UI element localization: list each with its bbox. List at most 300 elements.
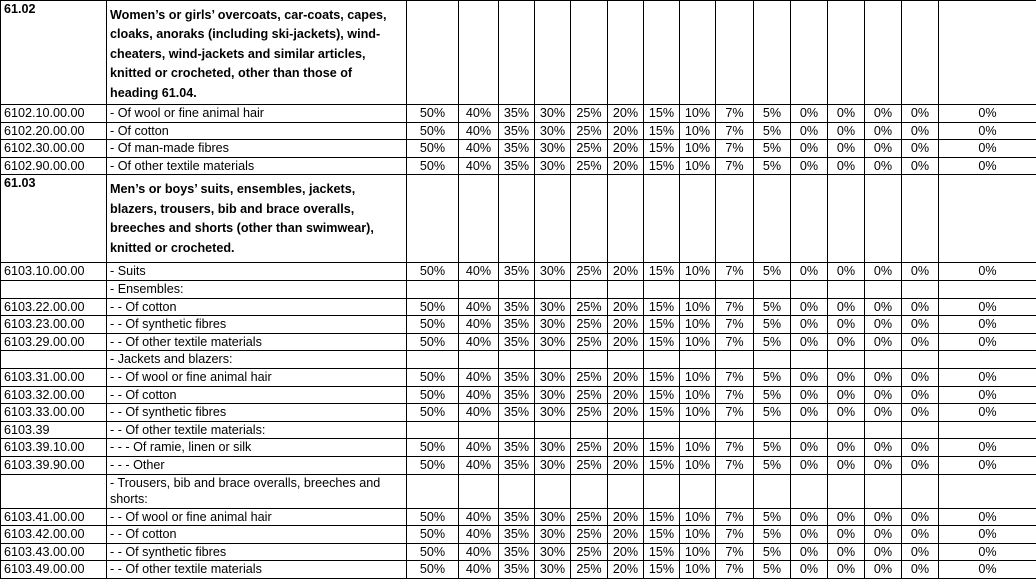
rate-cell — [865, 280, 902, 298]
rate-cell: 0% — [865, 157, 902, 175]
rate-cell — [939, 175, 1036, 263]
rate-cell: 0% — [939, 316, 1036, 334]
rate-cell: 10% — [680, 456, 716, 474]
rate-cell: 35% — [499, 526, 535, 544]
rate-cell: 7% — [716, 543, 754, 561]
rate-cell: 40% — [459, 140, 499, 158]
rate-cell: 0% — [865, 543, 902, 561]
rate-cell: 20% — [608, 263, 644, 281]
rate-cell: 5% — [754, 456, 791, 474]
description-cell: Women’s or girls’ overcoats, car-coats, capes, cloaks, anoraks (including ski-jackets), wind-cheaters, wind-jackets and similar articles, knitted or crocheted, other than those of heading 61.04. — [107, 1, 407, 105]
rate-cell: 30% — [535, 157, 571, 175]
rate-cell: 25% — [571, 122, 608, 140]
rate-cell: 15% — [644, 157, 680, 175]
rate-cell: 0% — [828, 526, 865, 544]
table-row — [1, 386, 1036, 404]
rate-cell: 0% — [939, 526, 1036, 544]
rate-cell: 40% — [459, 543, 499, 561]
rate-cell: 0% — [828, 368, 865, 386]
rate-cell: 50% — [407, 456, 459, 474]
rate-cell: 7% — [716, 561, 754, 579]
rate-cell: 50% — [407, 333, 459, 351]
rate-cell: 0% — [791, 543, 828, 561]
rate-cell: 50% — [407, 298, 459, 316]
rate-cell: 7% — [716, 122, 754, 140]
rate-cell: 7% — [716, 456, 754, 474]
rate-cell: 0% — [865, 404, 902, 422]
rate-cell: 30% — [535, 386, 571, 404]
rate-cell: 0% — [828, 333, 865, 351]
rate-cell: 15% — [644, 298, 680, 316]
tariff-code-cell: 6103.39 — [1, 421, 107, 439]
rate-cell: 0% — [865, 526, 902, 544]
tariff-code-cell: 6103.49.00.00 — [1, 561, 107, 579]
rate-cell: 35% — [499, 105, 535, 123]
rate-cell: 0% — [865, 122, 902, 140]
rate-cell: 10% — [680, 298, 716, 316]
rate-cell — [499, 474, 535, 508]
rate-cell: 40% — [459, 368, 499, 386]
table-row — [1, 157, 1036, 175]
rate-cell: 0% — [865, 508, 902, 526]
rate-cell — [939, 1, 1036, 105]
rate-cell: 35% — [499, 543, 535, 561]
rate-cell: 20% — [608, 386, 644, 404]
description-cell: - Suits — [107, 263, 407, 281]
tariff-code-cell: 6102.20.00.00 — [1, 122, 107, 140]
description-cell: - Of cotton — [107, 122, 407, 140]
rate-cell — [407, 1, 459, 105]
rate-cell — [571, 351, 608, 369]
rate-cell: 0% — [828, 263, 865, 281]
rate-cell: 0% — [791, 298, 828, 316]
rate-cell — [644, 421, 680, 439]
rate-cell: 30% — [535, 316, 571, 334]
rate-cell — [680, 175, 716, 263]
rate-cell: 10% — [680, 561, 716, 579]
rate-cell: 0% — [828, 561, 865, 579]
rate-cell: 0% — [828, 105, 865, 123]
tariff-code-cell: 6103.39.90.00 — [1, 456, 107, 474]
rate-cell: 40% — [459, 526, 499, 544]
table-row — [1, 474, 1036, 508]
rate-cell: 50% — [407, 140, 459, 158]
rate-cell: 0% — [939, 157, 1036, 175]
rate-cell: 0% — [902, 105, 939, 123]
tariff-code-cell: 6103.29.00.00 — [1, 333, 107, 351]
rate-cell: 35% — [499, 263, 535, 281]
rate-cell — [608, 421, 644, 439]
rate-cell: 0% — [902, 157, 939, 175]
rate-cell: 20% — [608, 298, 644, 316]
rate-cell: 5% — [754, 157, 791, 175]
rate-cell — [535, 421, 571, 439]
rate-cell: 0% — [939, 105, 1036, 123]
rate-cell: 50% — [407, 404, 459, 422]
rate-cell: 35% — [499, 122, 535, 140]
rate-cell: 0% — [828, 140, 865, 158]
rate-cell: 0% — [865, 368, 902, 386]
rate-cell: 0% — [791, 526, 828, 544]
rate-cell: 0% — [791, 105, 828, 123]
tariff-code-cell: 6103.23.00.00 — [1, 316, 107, 334]
rate-cell: 25% — [571, 368, 608, 386]
rate-cell: 0% — [902, 526, 939, 544]
rate-cell — [939, 351, 1036, 369]
rate-cell — [459, 351, 499, 369]
heading-row — [1, 1, 1036, 105]
rate-cell: 35% — [499, 298, 535, 316]
rate-cell: 5% — [754, 404, 791, 422]
rate-cell: 5% — [754, 316, 791, 334]
rate-cell — [791, 280, 828, 298]
rate-cell: 50% — [407, 561, 459, 579]
rate-cell — [754, 1, 791, 105]
table-row — [1, 351, 1036, 369]
rate-cell: 40% — [459, 105, 499, 123]
rate-cell: 7% — [716, 386, 754, 404]
rate-cell: 0% — [828, 439, 865, 457]
tariff-code-cell: 6102.90.00.00 — [1, 157, 107, 175]
rate-cell: 15% — [644, 105, 680, 123]
rate-cell: 0% — [902, 386, 939, 404]
rate-cell: 0% — [902, 122, 939, 140]
rate-cell — [571, 175, 608, 263]
rate-cell: 30% — [535, 439, 571, 457]
rate-cell: 40% — [459, 456, 499, 474]
rate-cell — [499, 175, 535, 263]
rate-cell: 30% — [535, 456, 571, 474]
rate-cell — [608, 280, 644, 298]
rate-cell — [499, 280, 535, 298]
rate-cell — [902, 351, 939, 369]
rate-cell: 0% — [902, 316, 939, 334]
rate-cell — [644, 1, 680, 105]
description-cell: Men’s or boys’ suits, ensembles, jackets, blazers, trousers, bib and brace overalls, breeches and shorts (other than swimwear), knitted or crocheted. — [107, 175, 407, 263]
rate-cell — [407, 280, 459, 298]
rate-cell: 0% — [902, 333, 939, 351]
rate-cell: 0% — [865, 316, 902, 334]
rate-cell — [939, 474, 1036, 508]
rate-cell — [791, 421, 828, 439]
rate-cell: 0% — [791, 439, 828, 457]
rate-cell: 35% — [499, 404, 535, 422]
rate-cell — [608, 474, 644, 508]
rate-cell: 25% — [571, 140, 608, 158]
rate-cell: 30% — [535, 508, 571, 526]
description-cell: - - Of other textile materials: — [107, 421, 407, 439]
rate-cell: 40% — [459, 316, 499, 334]
rate-cell: 7% — [716, 368, 754, 386]
description-cell: - - Of wool or fine animal hair — [107, 368, 407, 386]
rate-cell: 7% — [716, 105, 754, 123]
rate-cell: 30% — [535, 105, 571, 123]
rate-cell: 30% — [535, 122, 571, 140]
rate-cell: 15% — [644, 263, 680, 281]
rate-cell: 30% — [535, 543, 571, 561]
rate-cell: 5% — [754, 140, 791, 158]
table-row — [1, 368, 1036, 386]
rate-cell: 10% — [680, 140, 716, 158]
rate-cell: 0% — [939, 386, 1036, 404]
rate-cell — [865, 1, 902, 105]
rate-cell: 0% — [902, 404, 939, 422]
table-row — [1, 333, 1036, 351]
rate-cell — [828, 474, 865, 508]
rate-cell — [499, 351, 535, 369]
description-cell: - Of man-made fibres — [107, 140, 407, 158]
rate-cell: 30% — [535, 140, 571, 158]
tariff-code-cell: 6103.10.00.00 — [1, 263, 107, 281]
rate-cell: 20% — [608, 456, 644, 474]
rate-cell: 50% — [407, 105, 459, 123]
rate-cell: 0% — [828, 404, 865, 422]
rate-cell: 0% — [939, 122, 1036, 140]
rate-cell: 20% — [608, 508, 644, 526]
rate-cell: 50% — [407, 526, 459, 544]
rate-cell: 50% — [407, 316, 459, 334]
rate-cell: 0% — [828, 298, 865, 316]
rate-cell: 40% — [459, 122, 499, 140]
rate-cell: 0% — [791, 368, 828, 386]
rate-cell: 20% — [608, 368, 644, 386]
rate-cell: 5% — [754, 508, 791, 526]
rate-cell — [407, 351, 459, 369]
rate-cell: 15% — [644, 456, 680, 474]
rate-cell: 0% — [939, 456, 1036, 474]
rate-cell — [535, 175, 571, 263]
table-row — [1, 561, 1036, 579]
rate-cell: 0% — [865, 386, 902, 404]
description-cell: - - Of other textile materials — [107, 333, 407, 351]
rate-cell: 5% — [754, 561, 791, 579]
rate-cell — [716, 474, 754, 508]
tariff-code-cell: 6103.31.00.00 — [1, 368, 107, 386]
rate-cell — [865, 175, 902, 263]
rate-cell: 25% — [571, 157, 608, 175]
description-cell: - - Of other textile materials — [107, 561, 407, 579]
rate-cell: 0% — [828, 508, 865, 526]
rate-cell: 35% — [499, 456, 535, 474]
description-cell: - Of wool or fine animal hair — [107, 105, 407, 123]
rate-cell: 50% — [407, 543, 459, 561]
rate-cell — [828, 280, 865, 298]
rate-cell: 0% — [791, 122, 828, 140]
table-row — [1, 298, 1036, 316]
tariff-code-cell: 6103.22.00.00 — [1, 298, 107, 316]
rate-cell: 0% — [865, 298, 902, 316]
rate-cell: 5% — [754, 526, 791, 544]
rate-cell — [535, 280, 571, 298]
rate-cell: 5% — [754, 122, 791, 140]
rate-cell: 5% — [754, 368, 791, 386]
rate-cell: 35% — [499, 333, 535, 351]
rate-cell — [608, 1, 644, 105]
description-cell: - - Of cotton — [107, 298, 407, 316]
rate-cell: 25% — [571, 316, 608, 334]
rate-cell: 30% — [535, 404, 571, 422]
rate-cell: 0% — [791, 508, 828, 526]
rate-cell: 35% — [499, 439, 535, 457]
rate-cell: 0% — [791, 316, 828, 334]
rate-cell: 25% — [571, 439, 608, 457]
rate-cell — [680, 1, 716, 105]
rate-cell — [608, 351, 644, 369]
rate-cell — [459, 1, 499, 105]
tariff-code-cell — [1, 280, 107, 298]
rate-cell — [828, 175, 865, 263]
rate-cell: 0% — [939, 439, 1036, 457]
rate-cell: 0% — [939, 368, 1036, 386]
rate-cell: 25% — [571, 508, 608, 526]
rate-cell: 25% — [571, 526, 608, 544]
table-row — [1, 456, 1036, 474]
rate-cell: 0% — [902, 561, 939, 579]
rate-cell: 0% — [865, 333, 902, 351]
rate-cell: 40% — [459, 157, 499, 175]
rate-cell — [644, 474, 680, 508]
rate-cell: 7% — [716, 508, 754, 526]
rate-cell: 0% — [828, 543, 865, 561]
rate-cell: 30% — [535, 263, 571, 281]
rate-cell — [754, 175, 791, 263]
rate-cell — [459, 474, 499, 508]
rate-cell: 10% — [680, 543, 716, 561]
rate-cell: 0% — [939, 263, 1036, 281]
rate-cell — [459, 175, 499, 263]
rate-cell — [902, 474, 939, 508]
rate-cell: 50% — [407, 439, 459, 457]
rate-cell — [791, 175, 828, 263]
rate-cell: 10% — [680, 368, 716, 386]
rate-cell: 0% — [865, 263, 902, 281]
rate-cell: 10% — [680, 263, 716, 281]
rate-cell: 5% — [754, 333, 791, 351]
description-cell: - Trousers, bib and brace overalls, breeches and shorts: — [107, 474, 407, 508]
rate-cell — [902, 421, 939, 439]
rate-cell: 15% — [644, 561, 680, 579]
rate-cell — [535, 351, 571, 369]
tariff-code-cell: 6103.39.10.00 — [1, 439, 107, 457]
rate-cell: 5% — [754, 386, 791, 404]
rate-cell: 15% — [644, 333, 680, 351]
rate-cell: 20% — [608, 140, 644, 158]
rate-cell: 10% — [680, 508, 716, 526]
rate-cell — [680, 280, 716, 298]
rate-cell: 25% — [571, 543, 608, 561]
rate-cell: 15% — [644, 526, 680, 544]
description-cell: - - - Of ramie, linen or silk — [107, 439, 407, 457]
rate-cell: 0% — [865, 561, 902, 579]
rate-cell: 15% — [644, 404, 680, 422]
tariff-code-cell: 6103.41.00.00 — [1, 508, 107, 526]
rate-cell — [902, 280, 939, 298]
table-row — [1, 439, 1036, 457]
rate-cell: 0% — [902, 439, 939, 457]
rate-cell: 0% — [939, 508, 1036, 526]
rate-cell: 25% — [571, 105, 608, 123]
table-row — [1, 316, 1036, 334]
description-cell: - Jackets and blazers: — [107, 351, 407, 369]
rate-cell: 20% — [608, 122, 644, 140]
rate-cell: 15% — [644, 439, 680, 457]
rate-cell: 40% — [459, 439, 499, 457]
table-row — [1, 508, 1036, 526]
tariff-code-cell: 6103.43.00.00 — [1, 543, 107, 561]
rate-cell — [939, 421, 1036, 439]
rate-cell — [754, 421, 791, 439]
rate-cell: 35% — [499, 157, 535, 175]
rate-cell: 0% — [791, 263, 828, 281]
rate-cell: 7% — [716, 140, 754, 158]
rate-cell: 40% — [459, 561, 499, 579]
rate-cell — [608, 175, 644, 263]
rate-cell: 0% — [791, 561, 828, 579]
rate-cell: 0% — [828, 157, 865, 175]
rate-cell: 25% — [571, 561, 608, 579]
rate-cell: 0% — [902, 368, 939, 386]
rate-cell — [680, 351, 716, 369]
tariff-code-cell: 6102.10.00.00 — [1, 105, 107, 123]
rate-cell: 0% — [865, 105, 902, 123]
rate-cell: 7% — [716, 333, 754, 351]
rate-cell: 50% — [407, 386, 459, 404]
rate-cell: 0% — [939, 404, 1036, 422]
rate-cell — [644, 175, 680, 263]
rate-cell — [459, 280, 499, 298]
rate-cell — [716, 351, 754, 369]
rate-cell: 7% — [716, 263, 754, 281]
rate-cell: 0% — [939, 140, 1036, 158]
rate-cell: 20% — [608, 157, 644, 175]
rate-cell: 35% — [499, 140, 535, 158]
rate-cell: 40% — [459, 508, 499, 526]
rate-cell — [716, 175, 754, 263]
rate-cell: 0% — [902, 543, 939, 561]
rate-cell: 10% — [680, 386, 716, 404]
rate-cell — [828, 421, 865, 439]
rate-cell: 20% — [608, 333, 644, 351]
rate-cell: 0% — [902, 508, 939, 526]
rate-cell — [407, 175, 459, 263]
rate-cell: 0% — [902, 298, 939, 316]
rate-cell: 0% — [791, 157, 828, 175]
rate-cell: 30% — [535, 333, 571, 351]
rate-cell — [535, 474, 571, 508]
rate-cell — [828, 1, 865, 105]
rate-cell — [865, 421, 902, 439]
rate-cell: 10% — [680, 122, 716, 140]
rate-cell — [644, 280, 680, 298]
rate-cell: 7% — [716, 439, 754, 457]
rate-cell: 25% — [571, 333, 608, 351]
rate-cell: 5% — [754, 298, 791, 316]
rate-cell — [828, 351, 865, 369]
rate-cell — [754, 280, 791, 298]
rate-cell: 0% — [939, 333, 1036, 351]
rate-cell: 15% — [644, 368, 680, 386]
rate-cell — [716, 1, 754, 105]
rate-cell — [939, 280, 1036, 298]
rate-cell: 50% — [407, 368, 459, 386]
rate-cell: 20% — [608, 526, 644, 544]
rate-cell: 0% — [865, 439, 902, 457]
rate-cell: 0% — [902, 456, 939, 474]
rate-cell: 20% — [608, 543, 644, 561]
rate-cell: 0% — [791, 456, 828, 474]
description-cell: - - Of synthetic fibres — [107, 543, 407, 561]
rate-cell: 40% — [459, 333, 499, 351]
